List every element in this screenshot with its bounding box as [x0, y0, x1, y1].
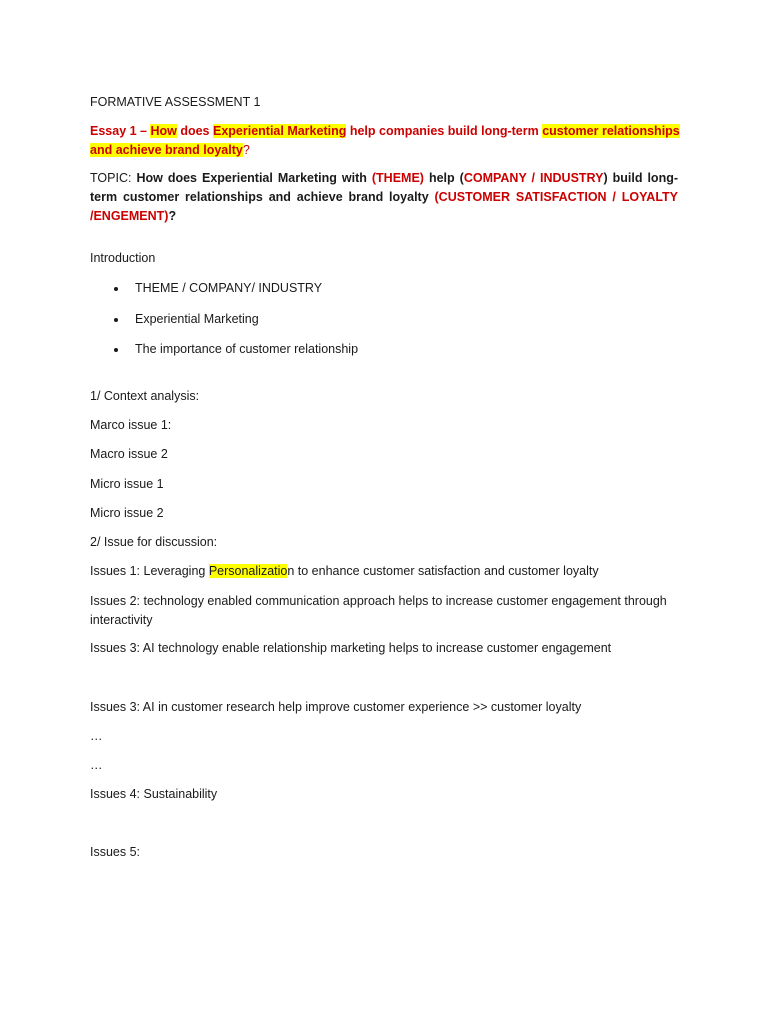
topic-theme: (THEME) [371, 171, 424, 185]
context-item-4: Micro issue 2 [90, 506, 164, 520]
intro-bullet-1 [114, 279, 322, 298]
intro-bullet-3 [114, 340, 358, 359]
issue-1-highlight: Personalizatio [208, 564, 288, 578]
bullet-icon [114, 287, 118, 291]
introduction-title: Introduction [90, 251, 156, 265]
issue-3b: Issues 3: AI in customer research help improve customer experience >> customer loyalty [90, 700, 582, 714]
topic-text-1: How does Experiential Marketing with [131, 171, 372, 185]
essay-brand-loyalty-highlight: and achieve brand loyalty [90, 143, 243, 157]
issue-1 [90, 562, 599, 581]
issue-2: Issues 2: technology enabled communication approach helps to increase customer engagement through interactivity [90, 594, 667, 627]
topic-satisfaction: (CUSTOMER SATISFACTION / LOYALTY /ENGEMENT) [90, 190, 678, 223]
bullet-text: THEME / COMPANY/ INDUSTRY [135, 281, 323, 295]
document-page [90, 0, 680, 1024]
essay-how-highlight: How [150, 124, 177, 138]
essay-customer-relationships-highlight: customer relationships [542, 124, 680, 138]
essay-question-mark: ? [242, 143, 250, 157]
bullet-text: The importance of customer relationship [135, 342, 359, 356]
topic-text-3: ) build long-term customer relationships and achieve brand loyalty [90, 171, 678, 204]
essay-title-line-2 [90, 141, 250, 160]
discussion-title: 2/ Issue for discussion: [90, 535, 218, 549]
issue-5: Issues 5: [90, 845, 141, 859]
ellipsis-1: … [90, 729, 103, 743]
context-title: 1/ Context analysis: [90, 389, 200, 403]
essay-prefix: Essay 1 – [90, 124, 151, 138]
essay-does: does [176, 124, 213, 138]
issue-4: Issues 4: Sustainability [90, 787, 218, 801]
topic-paragraph [90, 169, 678, 226]
issue-1-text-end: n to enhance customer satisfaction and customer loyalty [287, 564, 599, 578]
bullet-icon [114, 348, 118, 352]
ellipsis-2: … [90, 758, 103, 772]
bullet-text: Experiential Marketing [135, 312, 259, 326]
context-item-3: Micro issue 1 [90, 477, 164, 491]
issue-1-text-start: Issues 1: Leveraging [90, 564, 209, 578]
topic-text-2: help ( [423, 171, 464, 185]
topic-label: TOPIC: [90, 171, 132, 185]
intro-bullet-2 [114, 310, 259, 329]
context-item-2: Macro issue 2 [90, 447, 168, 461]
topic-company: COMPANY / INDUSTRY [463, 171, 604, 185]
context-item-1: Marco issue 1: [90, 418, 172, 432]
topic-end: ? [168, 209, 177, 223]
issue-3a: Issues 3: AI technology enable relationship marketing helps to increase customer engagement [90, 641, 612, 655]
essay-title-line-1 [90, 122, 680, 141]
essay-middle: help companies build long-term [346, 124, 543, 138]
bullet-icon [114, 318, 118, 322]
document-heading: FORMATIVE ASSESSMENT 1 [90, 95, 261, 109]
essay-experiential-highlight: Experiential Marketing [212, 124, 347, 138]
